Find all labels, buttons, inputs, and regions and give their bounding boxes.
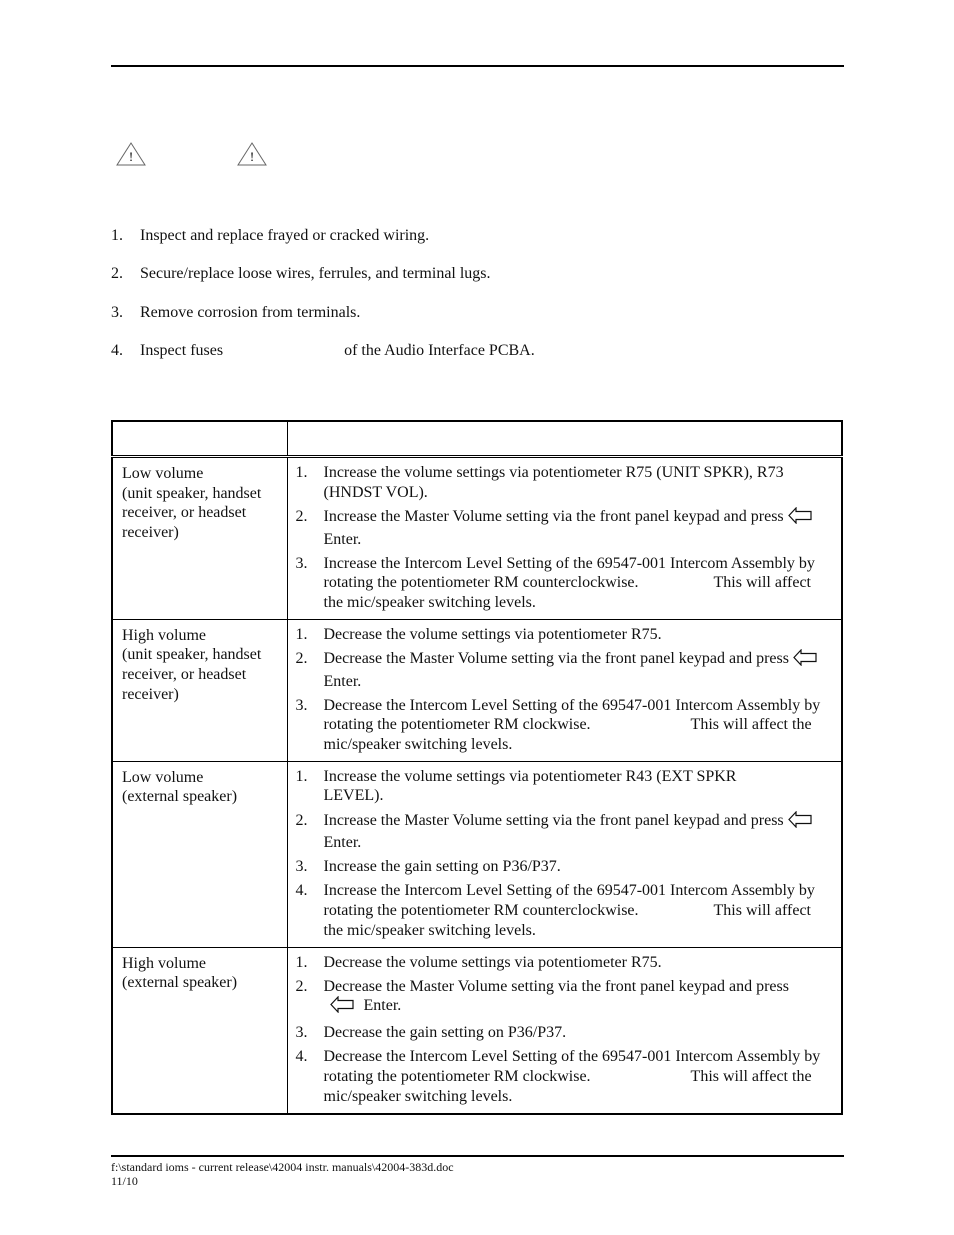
action-item (296, 507, 832, 549)
action-text: Decrease the volume settings via potentiometer R75. (323, 953, 662, 971)
caution-triangle-icon (116, 142, 146, 166)
action-text-part: Increase the Master Volume setting via the front panel keypad and press (323, 811, 784, 829)
troubleshooting-table (111, 420, 843, 1115)
action-number: 2. (295, 507, 308, 525)
action-text (324, 977, 832, 1019)
action-number: 2. (295, 977, 308, 995)
footer-file-path: f:\standard ioms - current release\42004 instr. manuals\42004-383d.doc (111, 1160, 454, 1174)
enter-key-icon (788, 811, 812, 834)
footer-date: 11/10 (111, 1174, 138, 1188)
step-text: Secure/replace loose wires, ferrules, and terminal lugs. (140, 265, 491, 282)
action-item (296, 625, 832, 645)
action-text-part: This will affect the mic/speaker switching levels. (323, 716, 812, 753)
action-item (296, 953, 832, 973)
action-number: 4. (295, 1048, 308, 1066)
action-text (324, 507, 832, 549)
step-text: Remove corrosion from terminals. (140, 304, 361, 321)
action-text-part: Decrease the Intercom Level Setting of the 69547-001 Intercom Assembly by rotating the potentiometer RM clockwise. (323, 696, 821, 734)
step-text (140, 341, 535, 360)
step-number: 3. (111, 304, 123, 321)
caution-glyph: ! (249, 149, 255, 164)
symptom-cell (112, 761, 287, 947)
symptom-line: (unit speaker, handset (122, 484, 262, 502)
table-row (112, 761, 842, 947)
action-text-part: Decrease the Intercom Level Setting of the 69547-001 Intercom Assembly by rotating the potentiometer RM clockwise. (323, 1048, 821, 1086)
action-text-part: This will affect the mic/speaker switching levels. (323, 902, 811, 939)
symptom-line: (unit speaker, handset (122, 646, 262, 664)
action-text-part: Increase the Intercom Level Setting of the 69547-001 Intercom Assembly by rotating the potentiometer RM counterclockwise. (323, 882, 815, 920)
action-number: 4. (295, 882, 308, 900)
symptom-line: receiver, or headset (122, 666, 247, 684)
action-list (296, 625, 832, 755)
header-cell-action (287, 421, 842, 457)
action-item (296, 811, 832, 853)
action-text-part: This will affect the mic/speaker switching levels. (323, 1068, 812, 1105)
top-rule (111, 65, 844, 67)
header-cell-symptom (112, 421, 287, 457)
action-key-label: Enter. (363, 997, 402, 1015)
action-text (324, 554, 832, 613)
action-number: 3. (295, 1024, 308, 1042)
action-number: 1. (295, 953, 308, 971)
action-list (296, 953, 832, 1107)
action-item (296, 881, 832, 940)
enter-key-icon (330, 996, 354, 1019)
action-text: Decrease the gain setting on P36/P37. (323, 1024, 567, 1042)
action-text (324, 881, 832, 940)
action-number: 2. (295, 811, 308, 829)
caution-triangle-icon (237, 142, 267, 166)
action-text-part: Decrease the Master Volume setting via the front panel keypad and press (323, 649, 789, 667)
action-number: 1. (295, 767, 308, 785)
step-text-part: of the Audio Interface PCBA. (344, 342, 535, 359)
action-text (324, 1047, 832, 1106)
step-text-part: Inspect fuses (140, 342, 224, 359)
footer-rule (111, 1155, 844, 1157)
action-item (296, 1023, 832, 1043)
symptom-line: receiver) (122, 685, 179, 703)
action-list (296, 767, 832, 941)
action-item (296, 977, 832, 1019)
action-text: Increase the volume settings via potentiometer R43 (EXT SPKR LEVEL). (323, 767, 737, 805)
enter-key-icon (793, 649, 817, 672)
step-number: 2. (111, 265, 123, 282)
symptom-line: High volume (122, 954, 206, 972)
symptom-line: Low volume (122, 768, 204, 786)
action-text-part: Increase the Master Volume setting via the front panel keypad and press (323, 507, 784, 525)
action-number: 3. (295, 696, 308, 714)
action-text (324, 696, 832, 755)
action-key-label: Enter. (323, 834, 362, 852)
step-number: 1. (111, 227, 123, 244)
action-item (296, 1047, 832, 1106)
action-item (296, 649, 832, 691)
symptom-cell (112, 619, 287, 761)
action-text: Decrease the volume settings via potentiometer R75. (323, 625, 662, 643)
step-number: 4. (111, 342, 123, 359)
symptom-line: (external speaker) (122, 974, 238, 992)
action-number: 3. (295, 554, 308, 572)
action-text: Increase the gain setting on P36/P37. (323, 858, 561, 876)
symptom-line: Low volume (122, 465, 204, 482)
action-text: Increase the volume settings via potentiometer R75 (UNIT SPKR), R73 (HNDST VOL). (323, 464, 784, 501)
symptom-cell (112, 457, 287, 620)
symptom-line: (external speaker) (122, 788, 238, 806)
action-cell (287, 457, 842, 620)
action-cell (287, 761, 842, 947)
table-header-row (112, 421, 842, 457)
table-row (112, 947, 842, 1114)
action-text-part: Decrease the Master Volume setting via the front panel keypad and press (323, 977, 789, 995)
action-key-label: Enter. (323, 530, 362, 548)
enter-key-icon (788, 507, 812, 530)
action-text-part: Increase the Intercom Level Setting of the 69547-001 Intercom Assembly by rotating the potentiometer RM counterclockwise. (323, 554, 815, 592)
action-key-label: Enter. (323, 672, 362, 690)
action-number: 2. (295, 649, 308, 667)
table-row (112, 457, 842, 620)
action-item (296, 696, 832, 755)
action-cell (287, 619, 842, 761)
action-item (296, 463, 832, 502)
step-text: Inspect and replace frayed or cracked wiring. (140, 227, 430, 244)
action-item (296, 554, 832, 613)
caution-glyph: ! (128, 149, 134, 164)
action-number: 3. (295, 858, 308, 876)
action-number: 1. (295, 464, 308, 481)
action-text-part: This will affect the mic/speaker switching levels. (323, 574, 811, 611)
action-item (296, 767, 832, 806)
action-cell (287, 947, 842, 1114)
action-text (324, 811, 832, 853)
symptom-line: High volume (122, 626, 206, 644)
symptom-cell (112, 947, 287, 1114)
symptom-line: receiver) (122, 524, 179, 542)
symptom-line: receiver, or headset (122, 504, 247, 522)
action-item (296, 857, 832, 877)
action-list (296, 463, 832, 613)
action-number: 1. (295, 625, 308, 643)
action-text (324, 649, 832, 691)
table-row (112, 619, 842, 761)
